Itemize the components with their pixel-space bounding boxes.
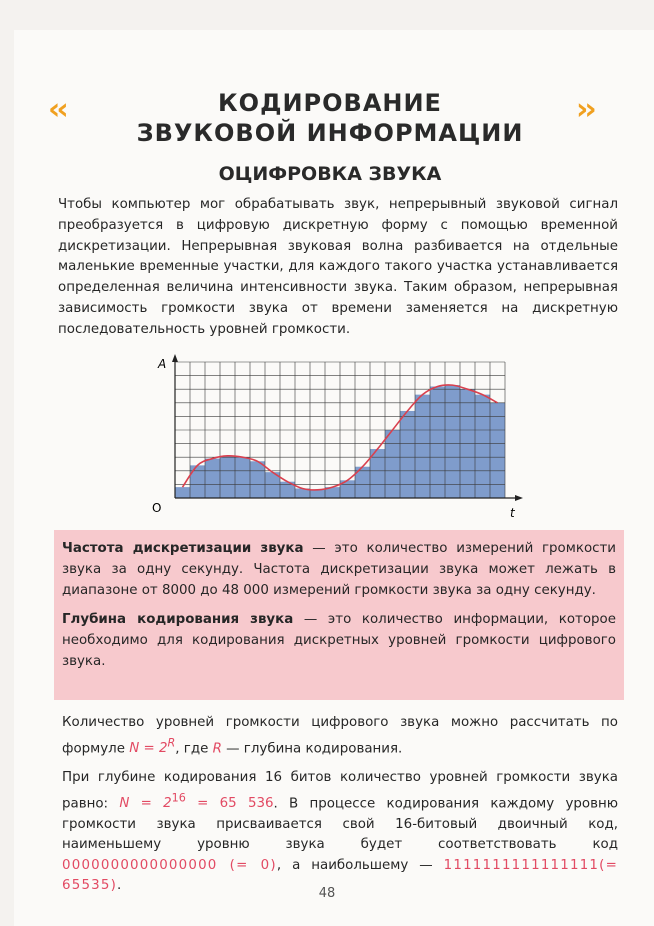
example-formula-exponent: 16: [171, 791, 186, 805]
formula-intro-text: Количество уровней громкости цифрового звука можно рассчитать по формуле: [62, 715, 618, 756]
y-axis-arrow: [172, 354, 178, 362]
page-title: [100, 88, 560, 148]
definition-text: — это количество информации, которое необходимо для кодирования дискретных уровней громкости цифрового звука.: [62, 612, 616, 669]
definition-term: Глубина кодирования звука: [62, 612, 294, 627]
formula-mid-text: , где: [175, 740, 213, 756]
sample-bar: [400, 411, 415, 498]
example-intro-text: При глубине кодирования 16 битов количество уровней громкости звука равно:: [62, 770, 618, 812]
page-number: 48: [318, 886, 336, 901]
example-end-text: .: [117, 878, 122, 894]
sampling-chart: [140, 352, 525, 520]
example-formula: [119, 791, 274, 812]
sample-bar: [220, 456, 235, 498]
formula-variable: R: [212, 740, 222, 756]
sample-bar: [445, 385, 460, 498]
max-code: 1111111111111111(= 65535): [62, 857, 618, 894]
definition-sampling-rate: [62, 538, 616, 601]
left-chevron-decoration: ‹‹: [48, 92, 65, 127]
definition-term: Частота дискретизации звука: [62, 541, 304, 556]
sample-bar: [175, 487, 190, 498]
sample-bar: [235, 457, 250, 498]
formula-paragraph: [62, 713, 618, 759]
origin-label: O: [152, 501, 162, 515]
min-code: 0000000000000000 (= 0): [62, 857, 277, 873]
formula: [129, 736, 176, 756]
sample-bar: [415, 395, 430, 498]
x-axis-label: t: [510, 506, 515, 520]
sample-bar: [385, 430, 400, 498]
formula-section: [62, 713, 618, 906]
section-subtitle: ОЦИФРОВКА ЗВУКА: [218, 163, 442, 185]
x-axis-arrow: [515, 495, 523, 501]
example-mid-text: . В процессе кодирования каждому уровню громкости звука присваивается свой 16-битовый двоичный код, наименьшему уровню звука будет соответствовать код: [62, 796, 618, 853]
sample-bar: [250, 461, 265, 498]
sample-bar: [475, 395, 490, 498]
example-formula-base: N = 2: [119, 796, 172, 812]
title-line-1: КОДИРОВАНИЕ: [218, 89, 442, 117]
formula-base: N = 2: [129, 740, 168, 756]
intro-paragraph: Чтобы компьютер мог обрабатывать звук, непрерывный звуковой сигнал преобразуется в цифровую дискретную форму с помощью временной дискретизации. Непрерывная звуковая волна разбивается на отдельные маленькие временные участки, для каждого такого участка устанавливается определенная величина интенсивности звука. Таким образом, непрерывная зависимость громкости звука от времени заменяется на дискретную последовательность уровней громкости.: [58, 197, 618, 337]
definitions-box: [54, 530, 624, 700]
formula-exponent: R: [167, 736, 176, 750]
right-chevron-decoration: ››: [576, 92, 593, 127]
definition-bit-depth: [62, 609, 616, 672]
y-axis-label: A: [158, 357, 167, 371]
sample-bar: [205, 459, 220, 498]
sample-bar: [490, 403, 505, 498]
example-mid2-text: , а наибольшему —: [276, 857, 444, 873]
sample-bar: [190, 465, 205, 498]
sample-bar: [310, 490, 325, 498]
example-paragraph: [62, 768, 618, 896]
example-formula-value: = 65 536: [185, 796, 274, 812]
definition-text: — это количество измерений громкости звука за одну секунду. Частота дискретизации звука может лежать в диапазоне от 8000 до 48 000 измерений громкости звука за одну секунду.: [62, 541, 616, 598]
formula-end-text: — глубина кодирования.: [221, 740, 403, 756]
title-line-2: ЗВУКОВОЙ ИНФОРМАЦИИ: [136, 119, 524, 147]
sample-bar: [430, 386, 445, 498]
